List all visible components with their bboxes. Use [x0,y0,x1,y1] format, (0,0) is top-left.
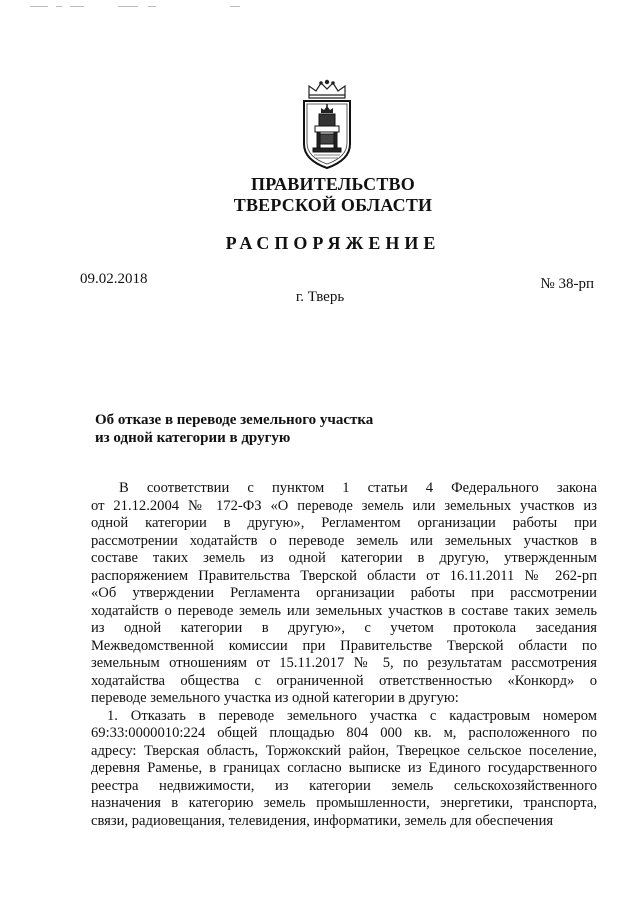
body-text-line: связи, радиовещания, телевидения, информатики, земель для обеспечения [91,812,554,829]
body-text-line: от 21.12.2004 № 172-ФЗ «О переводе земель или земельных участков из [91,497,597,514]
body-text-line: ходатайства общества с ограниченной ответственностью «Конкорд» о [91,672,597,689]
body-text-line: «Об утверждении Регламента организации работы при рассмотрении [91,585,597,601]
body-text-line: из одной категории в другую», с учетом протокола заседания [91,620,597,636]
document-subject [95,411,373,447]
body-text-line: В соответствии с пунктом 1 статьи 4 Федерального закона [119,480,597,496]
body-text-line: составе таких земель из одной категории в другую, утвержденным [91,550,597,566]
body-text-line: Межведомственной комиссии при Правительстве Тверской области по [91,637,597,654]
document-number: № 38-рп [540,276,594,292]
subject-line: Об отказе в переводе земельного участка [95,412,374,428]
organization-title-line1: ПРАВИТЕЛЬСТВО [251,174,415,194]
body-text-line: назначения в категорию земель промышленности, энергетики, транспорта, [91,795,597,811]
body-text-line: деревня Раменье, в границах согласно выписке из Единого государственного [91,760,597,776]
body-text-line: адресу: Тверская область, Торжокский район, Тверецкое сельское поселение, [91,742,597,759]
organization-title-line2: ТВЕРСКОЙ ОБЛАСТИ [233,195,433,215]
body-text-line: рассмотрении ходатайств о переводе земель или земельных участков в [91,532,597,549]
document-type-heading: РАСПОРЯЖЕНИЕ [225,233,441,253]
tver-coat-of-arms-emblem [292,78,362,170]
body-text-line: переводе земельного участка из одной категории в другую: [91,690,459,706]
body-text-line: ходатайств о переводе земель или земельных участков в составе таких земель [91,602,597,619]
body-text-line: реестра недвижимости, из категории земель сельскохозяйственного [91,777,597,794]
scan-artifacts [30,4,260,10]
subject-line: из одной категории в другую [95,430,291,446]
body-text-line: 69:33:0000010:224 общей площадью 804 000 кв. м, расположенного по [91,725,597,741]
body-text-line: земельным отношениям от 15.11.2017 № 5, по результатам рассмотрения [91,655,597,671]
body-text-line: распоряжением Правительства Тверской области от 16.11.2011 № 262-рп [91,567,597,584]
body-text-line: 1. Отказать в переводе земельного участка с кадастровым номером [107,707,597,724]
document-body [91,480,597,830]
document-city: г. Тверь [295,289,345,305]
body-text-line: одной категории в другую», Регламентом организации работы при [91,515,597,531]
document-date: 09.02.2018 [80,271,148,287]
